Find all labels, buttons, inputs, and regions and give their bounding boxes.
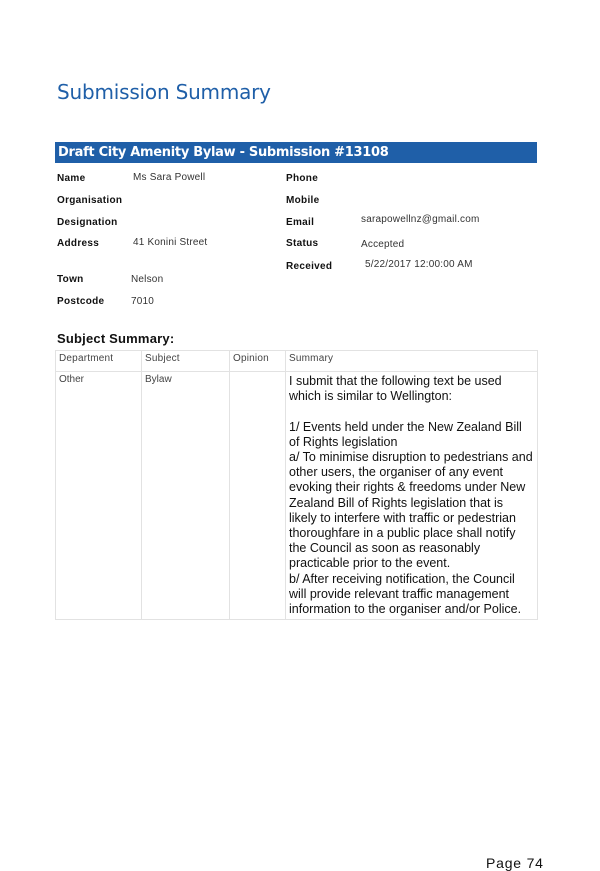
header-opinion: Opinion	[230, 351, 286, 372]
organisation-label: Organisation	[57, 195, 123, 206]
page-number: Page 74	[486, 855, 544, 871]
summary-text: I submit that the following text be used which is similar to Wellington: 1/ Events held under the New Zealand Bill of Rights legislation a/ To minimise disruption to pedestrians and other users, the organiser of any event evoking their rights & freedoms under New Zealand Bill of Rights legislation that is likely to interfere with traffic or pedestrian thoroughfare in a public place shall notify the Council as soon as reasonably practicable prior to the event. b/ After receiving notification, the Council will provide relevant traffic management information to the organiser and/or Police.	[289, 374, 533, 617]
name-value: Ms Sara Powell	[133, 172, 206, 183]
header-summary: Summary	[286, 351, 538, 372]
postcode-label: Postcode	[57, 296, 105, 307]
mobile-label: Mobile	[286, 195, 320, 206]
status-value: Accepted	[361, 239, 405, 250]
subject-summary-title: Subject Summary:	[57, 331, 175, 346]
designation-label: Designation	[57, 217, 118, 228]
cell-subject: Bylaw	[142, 372, 230, 620]
cell-summary	[286, 372, 538, 620]
email-label: Email	[286, 217, 315, 228]
phone-label: Phone	[286, 173, 319, 184]
town-value: Nelson	[131, 274, 164, 285]
received-label: Received	[286, 261, 333, 272]
cell-department: Other	[56, 372, 142, 620]
submission-banner: Draft City Amenity Bylaw - Submission #13108	[55, 142, 537, 163]
table-header-row	[56, 351, 538, 372]
header-subject: Subject	[142, 351, 230, 372]
header-department: Department	[56, 351, 142, 372]
address-label: Address	[57, 238, 100, 249]
page-title: Submission Summary	[57, 80, 271, 104]
status-label: Status	[286, 238, 319, 249]
cell-opinion	[230, 372, 286, 620]
table-row	[56, 372, 538, 620]
postcode-value: 7010	[131, 296, 155, 307]
name-label: Name	[57, 173, 86, 184]
town-label: Town	[57, 274, 84, 285]
subject-summary-table	[55, 350, 538, 620]
address-value: 41 Konini Street	[133, 237, 208, 248]
received-value: 5/22/2017 12:00:00 AM	[365, 259, 473, 270]
email-value: sarapowellnz@gmail.com	[361, 214, 480, 225]
